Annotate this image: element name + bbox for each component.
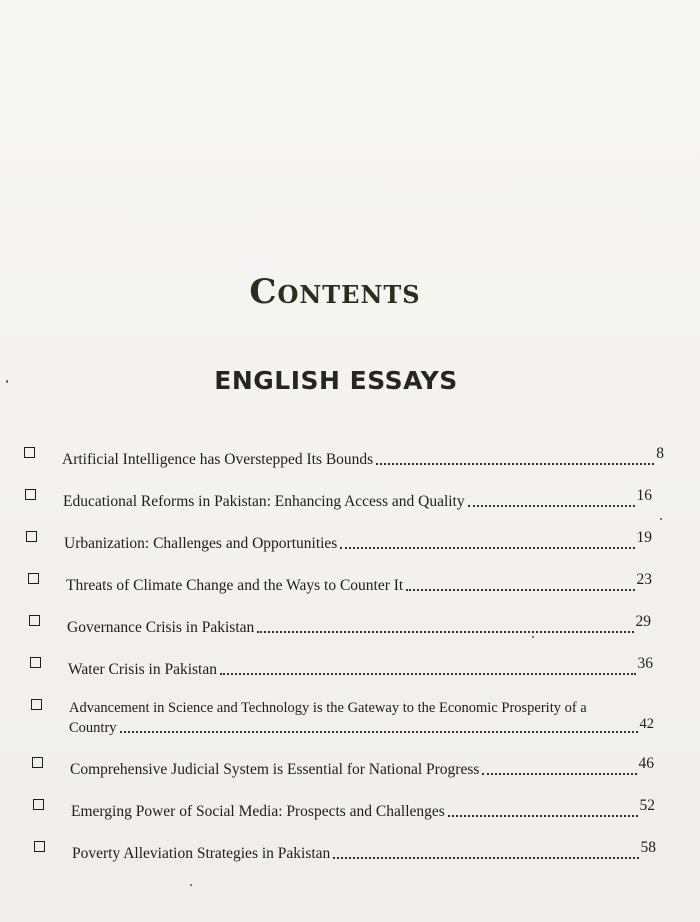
toc-entry-page: 23 (636, 571, 652, 588)
dot-leader (468, 505, 635, 507)
paper-speck (6, 380, 8, 383)
checkbox-icon[interactable] (25, 489, 36, 500)
toc-entry-line (68, 655, 653, 680)
toc-entry[interactable] (30, 650, 653, 680)
toc-entry-page: 52 (639, 797, 655, 814)
dot-leader (376, 463, 654, 465)
toc-entry[interactable] (29, 608, 651, 638)
dot-leader (220, 673, 636, 675)
toc-entry-page: 58 (640, 839, 656, 856)
toc-entry-title: Comprehensive Judicial System is Essential for National Progress (70, 761, 480, 778)
checkbox-icon[interactable] (34, 841, 45, 852)
toc-entry-title: Threats of Climate Change and the Ways to Counter It (66, 577, 404, 594)
checkbox-icon[interactable] (29, 615, 40, 626)
dot-leader (406, 589, 634, 591)
toc-entry[interactable] (25, 482, 652, 512)
contents-heading: Contents (249, 272, 421, 312)
toc-entry[interactable] (24, 440, 664, 470)
toc-entry-line (66, 571, 652, 596)
checkbox-icon[interactable] (33, 799, 44, 810)
toc-entry-line (71, 797, 655, 822)
toc-entry-page: 8 (656, 445, 664, 462)
section-heading: ENGLISH ESSAYS (214, 366, 458, 395)
toc-entry[interactable] (31, 692, 654, 738)
toc-entry-page: 46 (638, 755, 654, 772)
toc-entry-line (72, 839, 656, 864)
toc-entry[interactable] (33, 792, 655, 822)
checkbox-icon[interactable] (32, 757, 43, 768)
dot-leader (340, 547, 634, 549)
paper-speck (532, 636, 534, 638)
dot-leader (482, 773, 636, 775)
toc-entry-page: 36 (637, 655, 653, 672)
toc-entry-line (70, 755, 654, 780)
toc-entry-title: Poverty Alleviation Strategies in Pakistan (72, 845, 331, 862)
toc-entry-title: Advancement in Science and Technology is the Gateway to the Economic Prosperity of a (69, 700, 587, 716)
checkbox-icon[interactable] (31, 699, 42, 710)
toc-entry-line (62, 445, 664, 470)
toc-entry-line (69, 698, 654, 738)
toc-entry-title: Educational Reforms in Pakistan: Enhancing Access and Quality (63, 493, 465, 510)
toc-entry-title-continued: Country (69, 720, 117, 736)
checkbox-icon[interactable] (26, 531, 37, 542)
toc-entry-page: 29 (635, 613, 651, 630)
paper-speck (660, 518, 662, 520)
dot-leader (120, 731, 638, 733)
toc-entry-title: Emerging Power of Social Media: Prospects and Challenges (71, 803, 445, 820)
dot-leader (333, 857, 638, 859)
table-of-contents (24, 440, 664, 864)
dot-leader (448, 815, 638, 817)
toc-entry-continuation (69, 718, 654, 738)
paper-speck (190, 884, 192, 886)
checkbox-icon[interactable] (28, 573, 39, 584)
toc-entry-line (67, 613, 651, 638)
toc-entry-line (64, 529, 652, 554)
toc-entry-line (63, 487, 652, 512)
toc-entry-title: Urbanization: Challenges and Opportunities (64, 535, 338, 552)
checkbox-icon[interactable] (30, 657, 41, 668)
toc-entry-title: Water Crisis in Pakistan (68, 661, 217, 678)
dot-leader (257, 631, 633, 633)
toc-entry-page: 16 (636, 487, 652, 504)
toc-entry[interactable] (34, 834, 656, 864)
toc-entry[interactable] (32, 750, 654, 780)
checkbox-icon[interactable] (24, 447, 35, 458)
toc-entry[interactable] (28, 566, 652, 596)
toc-entry-title: Artificial Intelligence has Overstepped Its Bounds (62, 451, 374, 468)
toc-entry[interactable] (26, 524, 652, 554)
toc-entry-page: 42 (639, 716, 654, 732)
toc-entry-page: 19 (636, 529, 652, 546)
toc-entry-title: Governance Crisis in Pakistan (67, 619, 255, 636)
